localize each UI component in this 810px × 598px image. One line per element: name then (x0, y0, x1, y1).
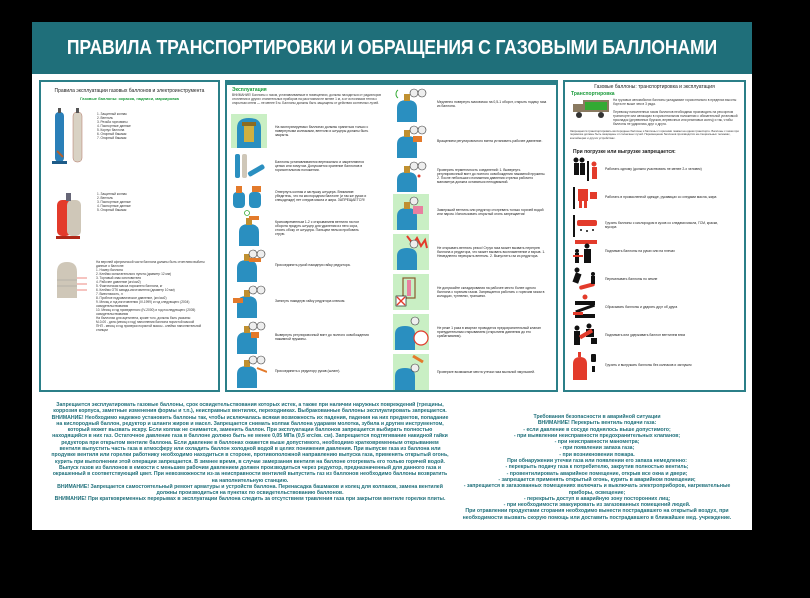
remove-cap-icon (231, 184, 267, 208)
cylinder-stamp-icon (51, 258, 91, 298)
set-pressure-icon (393, 124, 429, 158)
step-left-1: На эксплуатируемых баллонах должны храниться только с навернутыми колпаками, вентили и штуцеры должны быть закрыты. (231, 114, 369, 148)
roll-on-ground-icon (571, 266, 599, 292)
truck-text: На грузовых автомобилях баллоны укладывают горизонтально в пределах высоты борта не выше чем в 3 ряда. (613, 98, 737, 106)
poster-header (32, 22, 752, 74)
attach-regulator-icon (231, 248, 267, 282)
tall-cylinders-icon (49, 106, 93, 168)
prohibited-item-8: Грузить и выгружать баллоны без колпаков и заглушек (571, 350, 725, 380)
poster-title: ПРАВИЛА ТРАНСПОРТИРОВКИ И ОБРАЩЕНИЯ С ГАЗОВЫМИ БАЛЛОНАМИ (66, 36, 718, 59)
prohibited-item-6: Сбрасывать баллоны и ударять друг об друга (571, 294, 725, 320)
step-left-8: Присоединить к редуктору рукав (шланг). (231, 354, 369, 388)
prohibited-item-3: Грузить баллоны с кислородом в кузов со следами масла, ГСМ, краски, мусора (571, 212, 725, 238)
prohibited-item-7: Поднимать или удерживать баллон вентилем вниз (571, 322, 725, 348)
safety-valve-check-icon (393, 314, 429, 350)
block2-list: 1. Защитный колпак 2. Вентиль 3. Паспортные данные 4. Паспортные данные 5. Опорный башмак (97, 192, 131, 212)
prohibited-item-5: Перекатывать баллоны по земле (571, 266, 725, 292)
truck-icon (571, 98, 611, 120)
prohibited-item-1: Работать одному (должно участвовать не менее 2-х человек) (571, 156, 725, 182)
poster (32, 22, 752, 530)
step-left-3: Отвернуть колпак и заглушку штуцера. Внимание: убедитесь, что на кислородном баллоне (и так же руках и спецодежде) нет следов масла и жира. ЗАПРЕЩАЕТСЯ! (231, 184, 369, 208)
left-panel-title: Правила эксплуатации газовых баллонов и электроинструмента (54, 88, 205, 94)
bottom-right-emergency: Требования безопасности в аварийной ситуации ВНИМАНИЕ! Перекрыть вентиль подачи газа: - если давление в сосуде поднялось выше допустимого; - при выявлении неисправности предохранительных клапанов; - при неисправности манометра; - при появлении запаха газа; - при возникновении пожара. При обнаружении утечки газа или появлении его запаха немедленно: - перекрыть подачу газа к потребителю, закрутив полностью вентиль; - провентилировать аварийное помещение, открыв все окна и двери; - запрещается применять открытый огонь, курить в аварийном помещении; - запрещается в загазованных помещениях включать и выключать электроприборов, нагревательные приборы, освещение; - перекрыть доступ в аварийную зону посторонних лиц; - при необходимости эвакуировать из загазованных помещений людей. При отравлении продуктами сгорания необходимо вынести пострадавшего на открытый воздух, при необходимости вызвать скорую помощь или доставить пострадавшего в ближайшее мед. учреждение. (462, 414, 732, 521)
purge-valve-icon (231, 210, 267, 246)
step-right-5: Не открывать вентиль резко! Струя газа может вызвать перегрев баллона и редуктора, что может вызвать воспламенение и взрыв. 1. Немедленно перекрыть вентиль. 2. Выпустить газ из редуктора. (393, 234, 547, 270)
oily-truck-bed-icon (571, 212, 599, 238)
step-right-7: Не реже 1 раза в квартал проводится предохранительный клапан принудительным открыванием (открытием давления до его срабатывания). (393, 314, 547, 350)
step-left-7: Вывернуть регулировочный винт до полного освобождения нажимной пружины. (231, 320, 369, 354)
step-right-2: Вращением регулировочного винта установить рабочее давление. (393, 124, 547, 158)
drop-cylinders-icon (571, 294, 599, 320)
panel-cylinder-marking (39, 80, 220, 392)
workplace-storage-icon (393, 274, 429, 310)
oily-clothes-icon (571, 184, 599, 210)
step-left-4: Кратковременным 1-2 с открыванием вентиля на пол оборота продуть штуцер для удаления из него сора, стоять сбоку от штуцера. Пальцем нельзя пробовать струю. (231, 210, 369, 246)
step-left-6: Затянуть накидную гайку редуктора ключом. (231, 284, 369, 318)
block3-list: На верхней сферической части баллона должны быть отчетливо выбиты данные о баллоне: 1. Номер баллона 2. Клеймо испытательного пункта (диаметр 12 мм) 3. Торговый знак изготовителя 4. Рабочее давление (кгс/см2) 5. Фактическая масса порожнего баллона, кг 6. Клеймо ОТК завода-изготовителя (диаметр 10 мм) 7. Вместимость, л 8. Пробное гидравлическое давление, (кгс/см2) 9. Месяц и год изготовления (IV-1999) и год следующего (2004) освидетельствования 10. Месяц и год проведенного (IV-2000) и год последующего (2005) освидетельствования На баллонах для ацетилена, кроме того, должны быть указаны: М-0-00 - дата (месяц и год) наполнения баллона пористой массой ПНП - месяц и год проверки пористой массы - клеймо наполнительной станции (96, 260, 205, 332)
step-right-1: Медленно повернуть маховичок на 0,5-1 оборот, открыть подачу газа из баллона. (393, 86, 547, 122)
soap-leak-test-icon (393, 354, 429, 390)
transport-text: Перевозку наполненных газом баллонов необходимо производить на рессорном транспорте или автокарах в горизонтальном положении с обязательной установкой прокладок (деревянных брусков, веревочных или резиновых колец) и так, чтобы баллоны не ударялись друг о друга. (613, 110, 738, 126)
cylinder-cap-cutaway-icon (231, 114, 267, 148)
work-alone-icon (571, 156, 599, 182)
no-cap-cylinder-icon (571, 350, 599, 380)
block1-list: 1. Защитный колпак 2. Вентиль 3. Резьба горловины 4. Паспортные данные 5. Корпус баллона 6. Опорный башмак 7. Опорный башмак (97, 112, 131, 140)
step-right-4: Замерзший вентиль или редуктор отогревать только горячей водой или паром. Использовать открытый огонь запрещается! (393, 194, 547, 230)
prohibited-item-4: Поднимать баллоны на руках или на плечах (571, 238, 725, 264)
open-valve-icon (393, 86, 429, 122)
thaw-valve-icon (393, 194, 429, 230)
step-right-8: Проверьте возможные места утечки газа мыльной эмульсией. (393, 354, 547, 390)
bottom-left-rules: Запрещается эксплуатировать газовые баллоны, срок освидетельствования которых истек, а также при наличии наружных повреждений (трещины, коррозия корпуса, заметные изменения формы и т.п.), неисправных вентилях, переходниках. Выбракованные баллоны эксплуатировать запрещается. ВНИМАНИЕ! Необходимо надежно установить баллоны так, чтобы исключалась всякая возможность их падения, падения на них предметов, попадание на кислородный баллон, редуктор и шланги жиров и масел. Запрещается снимать колпак баллона ударами молотка, зубила и другим инструментом, который может вызвать искру. Если колпак не снимается, заменить баллон. При эксплуатации баллонов запрещается выбирать полностью находящийся в них газ. Остаточное давление газа в баллоне должно быть не менее 0,05 МПа (0,5 кгс/кв. см). Запрещается подтягивание накидной гайки редуктора при открытом вентиле баллона. Если давление в баллонах окажется выше допустимого, необходимо кратковременным открыванием вентиля выпустить часть газа в атмосферу или охладить баллон холодной водой в целях понижения давления. При выпуске газа из баллона или продувке вентиля или горелки работнику необходимо находиться в стороне, противоположной направлению выпуска газа, применять открытый огонь, курить при выполнении этой операции запрещается. В зимнее время, в случае замерзания вентиля на баллоне отогревать его только горячей водой. Выпуск газов из баллонов в емкости с меньшим рабочим давлением должен производиться через редуктор, предназначенный для данного газа и окрашенный в соответствующий цвет. При невозможности из-за неисправности вентилей выпустить газ из баллонов необходимо баллоны возвратить на наполнительную станцию. ВНИМАНИЕ! Запрещается самостоятельный ремонт арматуры и устройств баллона. Перенасадка башмаков и колец для колпаков, замена вентилей должны производиться на пунктах по освидетельствованию баллонов. ВНИМАНИЕ! При кратковременных перерывах в эксплуатации баллона следить за отсутствием травления газа при закрытом вентиле горелки плиты. (51, 402, 449, 503)
step-left-5: Присоединить рукой накидную гайку редуктора. (231, 248, 369, 282)
transport-rules: Запрещается транспортировать кислородные баллоны и баллоны с горючими газами на одном транспорте. Баллоны с газом при перевозке должны быть защищены от солнечных лучей. Перемещение баллонов производится на специальных тележках, контейнерах и других устройствах. (570, 129, 739, 140)
panel-transport (563, 80, 746, 392)
attach-hose-icon (231, 354, 267, 388)
propane-cylinder-icon (53, 190, 89, 242)
cylinders-chained-icon (231, 152, 267, 180)
prohibited-title: При погрузке или выгрузке запрещается: (573, 149, 676, 155)
tighten-nut-icon (231, 284, 267, 318)
transport-section-title: Транспортировка (571, 91, 615, 97)
valve-down-icon (571, 322, 599, 348)
right-panel-title: Газовые баллоны: транспортировка и эксплуатация (594, 84, 715, 90)
panel-operation (225, 80, 558, 392)
carry-on-shoulder-icon (571, 238, 599, 264)
middle-panel-topbar (227, 82, 556, 85)
operation-intro: ВНИМАНИЕ! Баллоны с газом, устанавливаемые в помещениях, должны находиться от радиаторов отопления и других отопительных приборов на расстоянии не менее 1 м, а от источников тепла с открытым огнем — не менее 5 м. Баллоны должны быть защищены от действия солнечных лучей. (232, 93, 381, 105)
step-left-2: Баллоны устанавливаются вертикально и закрепляются цепью или хомутом. Допускается хранение баллонов в горизонтальном положении. (231, 152, 369, 180)
step-right-3: Проверить герметичность соединений: 1. Вывернуть регулировочный винт до полного освобождения нажимной пружины. 2. После небольшого понижения давления стрелка рабочего манометра должна оставаться неподвижной. (393, 160, 547, 192)
left-panel-subtitle: Газовые баллоны: окраска, надписи, маркировка (80, 96, 179, 101)
step-right-6: Не допускайте складирования на рабочее место более одного баллона с горючим газом. Запрещается работать с горючим газом в колодцах, туннелях, траншеях. (393, 274, 547, 310)
operation-section-title: Эксплуатация (232, 87, 267, 93)
no-sudden-open-icon (393, 234, 429, 270)
prohibited-item-2: Работать в промасленной одежде, рукавицах со следами масла, жира (571, 184, 725, 210)
loosen-screw-icon (231, 320, 267, 354)
leak-check-icon (393, 160, 429, 192)
